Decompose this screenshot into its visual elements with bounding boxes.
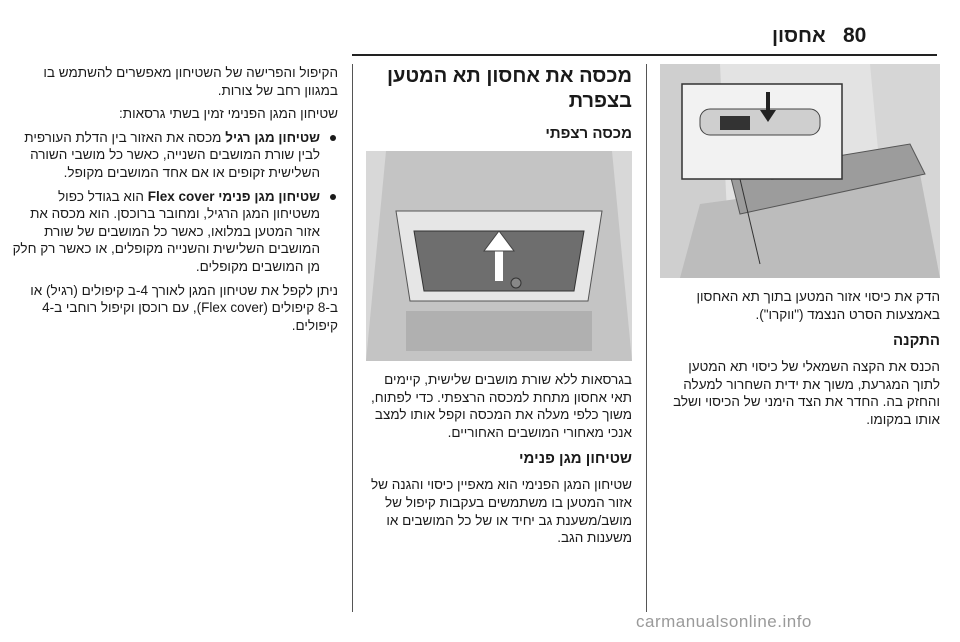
left-column: [12, 64, 338, 340]
trunk-floor-illustration: [366, 151, 632, 361]
floor-cover-figure: [366, 151, 632, 361]
inner-cover-heading: שטיחון מגן פנימי: [518, 450, 632, 468]
bullet-flex-cover: שטיחון מגן פנימי Flex cover הוא בגודל כפול משטיחון המגן הרגיל, ומחובר ברוכסן. הוא מכסה את אזור המטען במלואו, כאשר כל המושבים של שורת המושבים השלישית והשנייה מקופלים, או כאשר רק חלק מן המושבים מקופלים.: [12, 188, 338, 276]
left-versions: שטיחון המגן הפנימי זמין בשתי גרסאות:: [119, 106, 338, 122]
installation-heading: התקנה: [892, 332, 940, 350]
floor-cover-text: בגרסאות ללא שורת מושבים שלישית, קיימים תאי אחסון מתחת למכסה הרצפתי. כדי לפתוח, משוך כלפי מעלה את המכסה וקפל אותו למצב אנכי מאחורי המושבים האחוריים.: [371, 372, 632, 440]
strap-instruction: הדק את כיסוי אזור המטען בתוך תא האחסון באמצעות הסרט הנצמד ("ווקרו").: [696, 289, 940, 322]
bullet-dot: [330, 194, 336, 200]
section-title: אחסון: [772, 25, 826, 47]
inner-cover-text: שטיחון המגן הפנימי הוא מאפיין כיסוי והגנה של אזור המטען בו משתמשים בעקבות קיפול של מושב/משענת גב יחיד או של כל המושבים או משענות הגב.: [371, 477, 632, 546]
middle-column: [366, 64, 632, 553]
cargo-compartment-illustration: [660, 64, 940, 278]
installation-text: הכנס את הקצה השמאלי של כיסוי תא המטען לתוך המגרעת, משוך את ידית השחרור למעלה והחזק בה. החדר את הצד הימני של הכיסוי ושלב אותו במקומו.: [673, 359, 940, 427]
middle-title: מכסה את אחסון תא המטען בצפרת: [387, 65, 632, 112]
page-header: [0, 0, 960, 56]
column-divider-left: [352, 64, 353, 612]
bullet-dot: [330, 135, 336, 141]
right-column: [660, 64, 940, 435]
page-number: 80: [843, 24, 867, 47]
cargo-cover-figure: [660, 64, 940, 278]
bullet-standard-cover: שטיחון מגן רגיל מכסה את האזור בין הדלת העורפית לבין שורת המושבים השנייה, כאשר כל מושבי השורה השלישית זקופים או אם אחד המושבים מקופל.: [12, 129, 338, 182]
watermark: carmanualsonline.info: [636, 612, 812, 631]
header-rule: [352, 54, 937, 56]
left-intro: הקיפול והפרישה של השטיחון מאפשרים להשתמש בו במגוון רחב של צורות.: [43, 65, 338, 98]
floor-cover-heading: מכסה רצפתי: [545, 125, 632, 142]
column-divider-right: [646, 64, 647, 612]
left-closing: ניתן לקפל את שטיחון המגן לאורך 4-ב קיפולים (רגיל) או ב-8 קיפולים (Flex cover), עם רוכסן וקיפול רוחבי ב-4 קיפולים.: [30, 282, 338, 333]
